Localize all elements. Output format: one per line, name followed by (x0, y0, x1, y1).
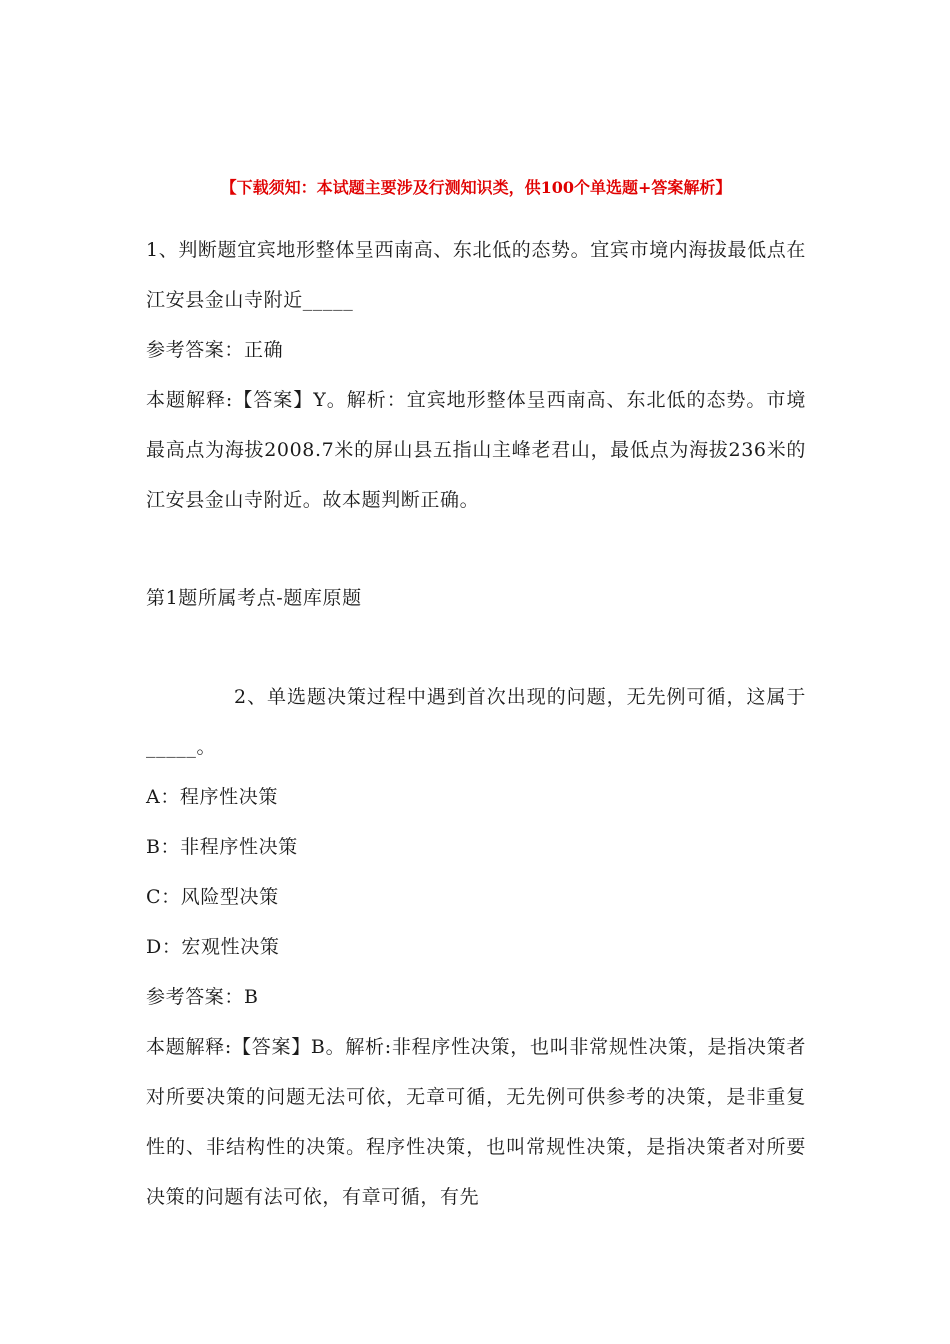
q2-explanation: 本题解释:【答案】B。解析:非程序性决策，也叫非常规性决策，是指决策者对所要决策的问题无法可依，无章可循，无先例可供参考的决策，是非重复性的、非结构性的决策。程序性决策，也叫常规性决策，是指决策者对所要决策的问题有法可依，有章可循，有先 (146, 1036, 806, 1208)
q1-answer: 参考答案：正确 (146, 339, 284, 361)
q1-explanation: 本题解释:【答案】Y。解析：宜宾地形整体呈西南高、东北低的态势。市境最高点为海拔2008.7米的屏山县五指山主峰老君山，最低点为海拔236米的江安县金山寺附近。故本题判断正确。 (146, 389, 806, 511)
q2-option-c: C：风险型决策 (146, 886, 279, 908)
download-notice: 【下载须知：本试题主要涉及行测知识类，供100个单选题+答案解析】 (220, 178, 732, 197)
q1-question: 1、判断题宜宾地形整体呈西南高、东北低的态势。宜宾市境内海拔最低点在江安县金山寺附近_____ (146, 239, 806, 311)
q2-question: 2、单选题决策过程中遇到首次出现的问题，无先例可循，这属于_____。 (146, 686, 806, 758)
q2-answer: 参考答案：B (146, 986, 259, 1008)
q2-option-b: B：非程序性决策 (146, 836, 298, 858)
q2-option-a: A：程序性决策 (146, 786, 278, 808)
q2-option-d: D：宏观性决策 (146, 936, 280, 958)
q1-topic: 第1题所属考点-题库原题 (146, 587, 362, 609)
